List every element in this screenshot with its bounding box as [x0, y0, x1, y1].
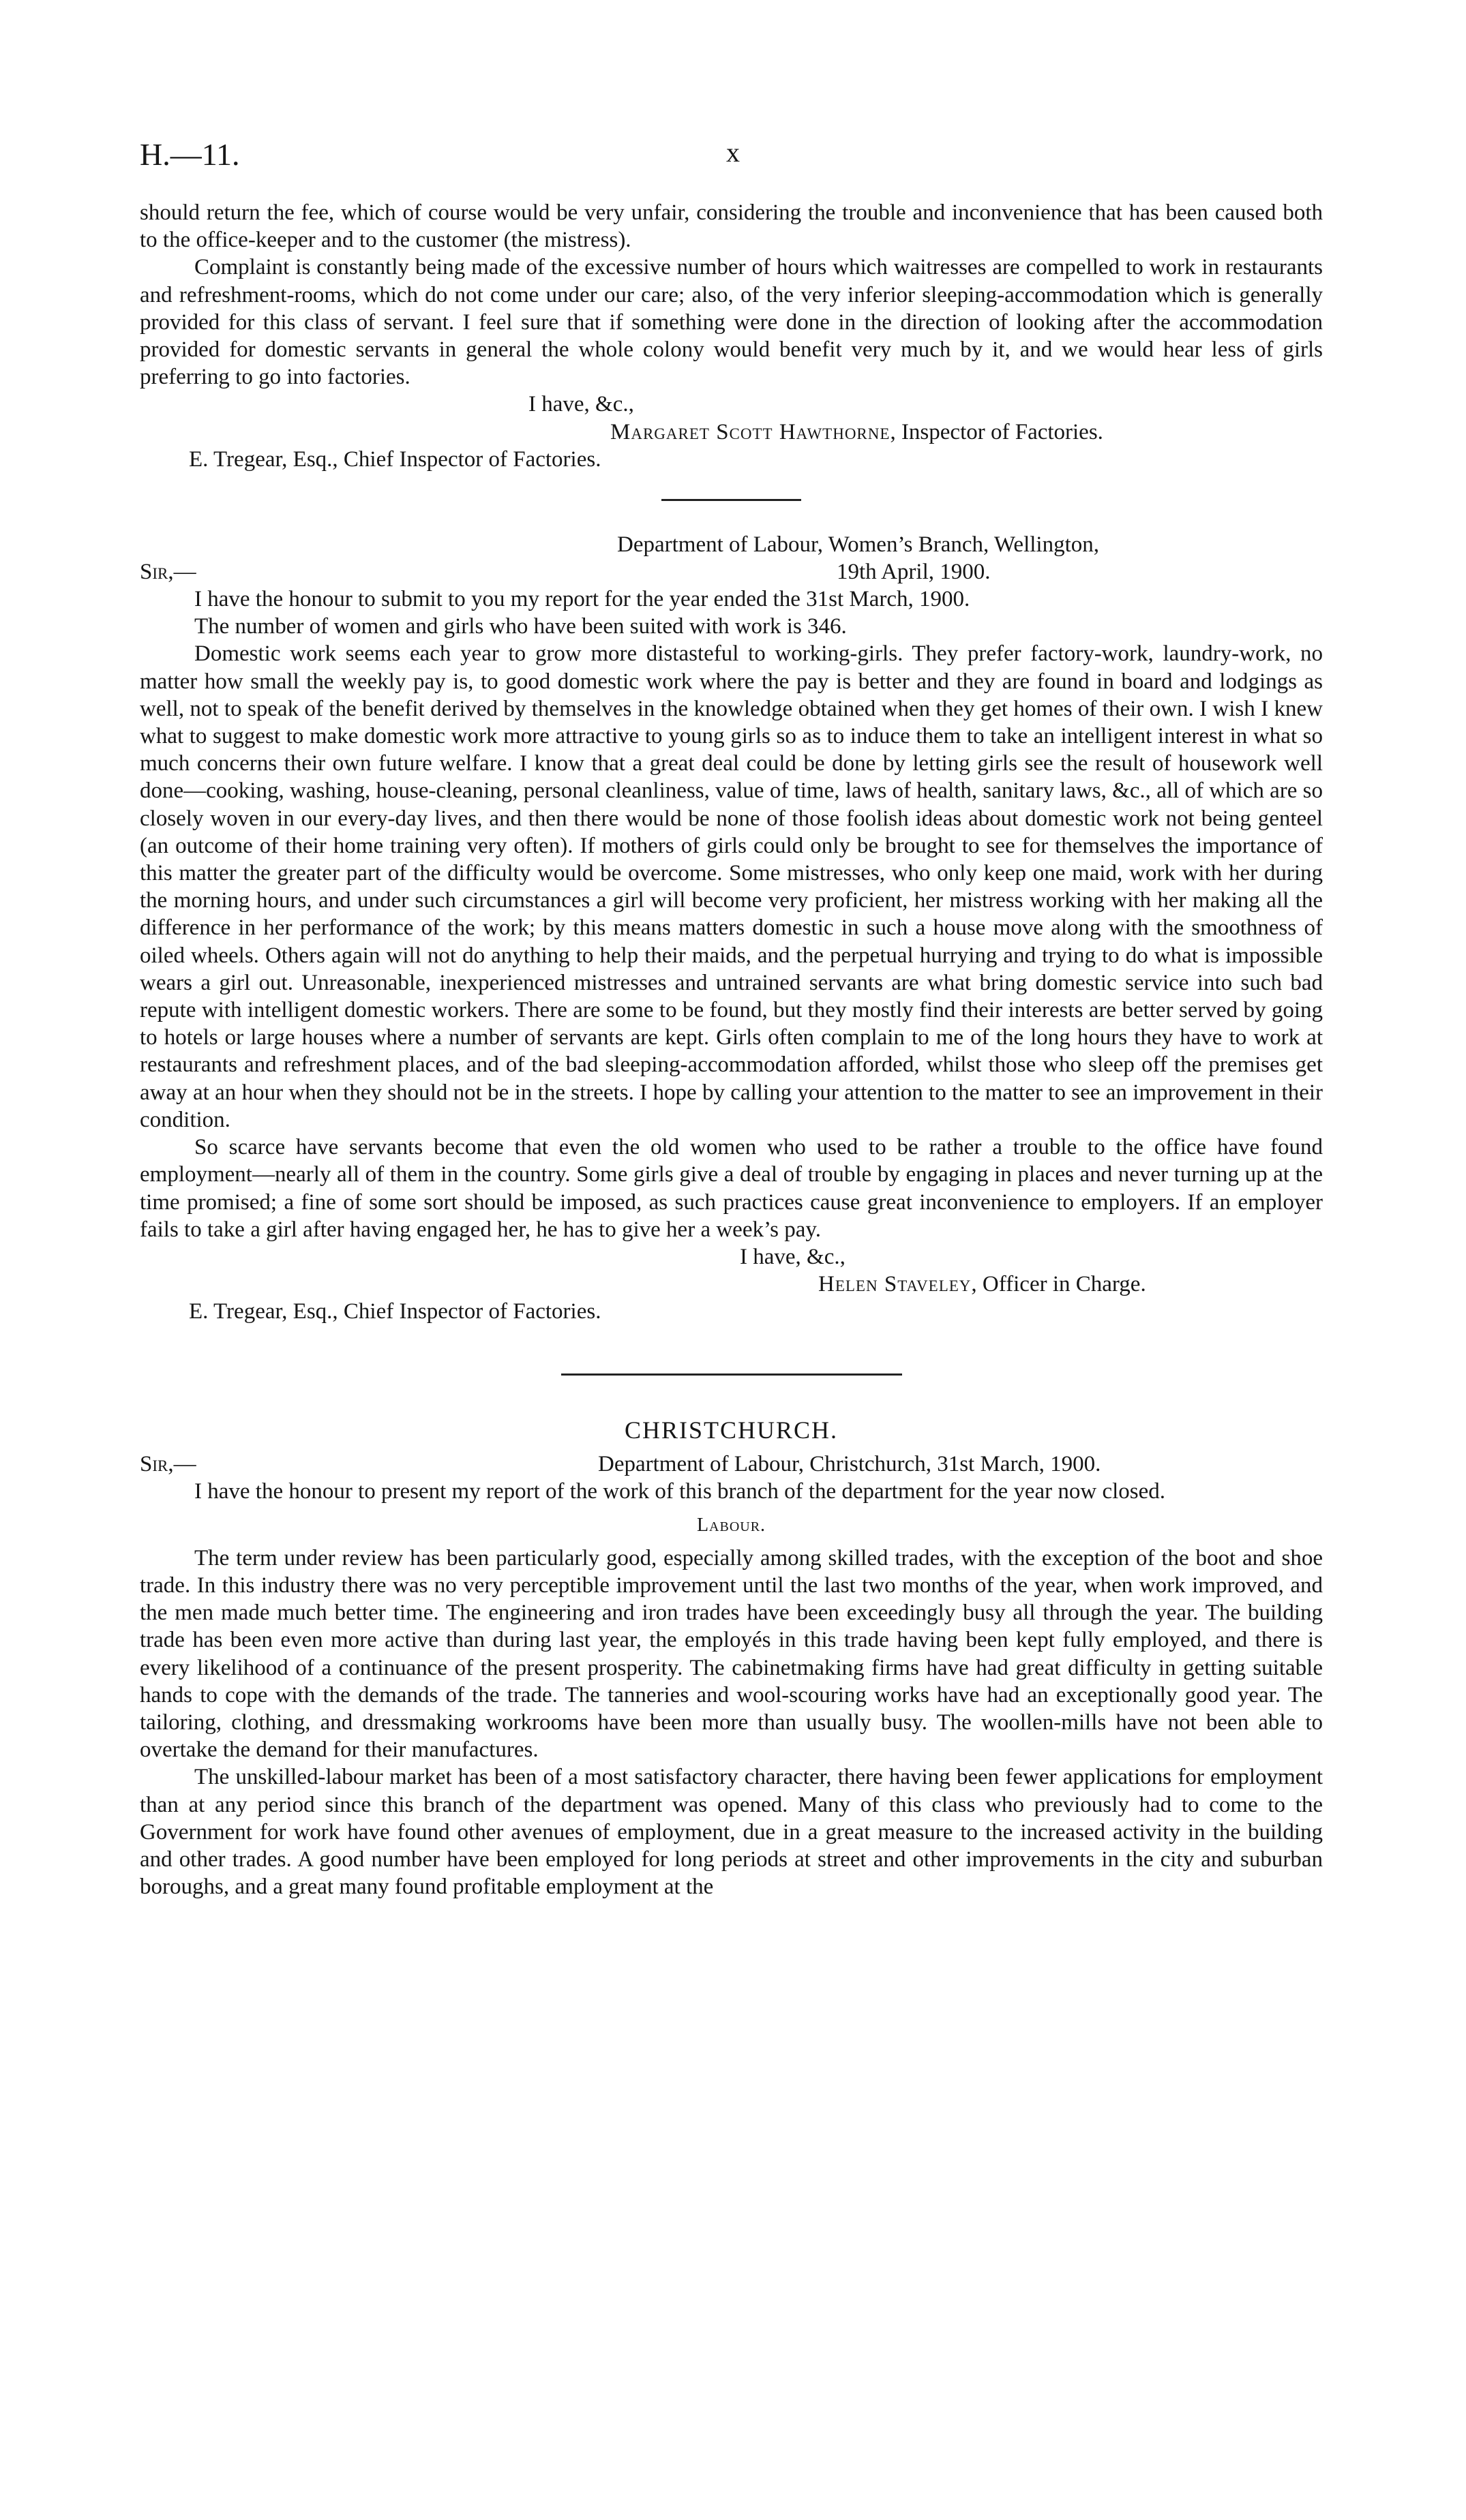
letter1-para2: Complaint is constantly being made of the excessive number of hours which waitresses are compelled to work in restaurants and refreshment-rooms, which do not come under our care; also, of the very inferior sleeping-accommodation which is generally provided for this class of servant. I feel sure that if something were done in the direction of looking after the accommodation provided for domestic servants in general the whole colony would benefit very much by it, and we would hear less of girls preferring to go into factories.	[140, 255, 1323, 390]
letter2-para2: The number of women and girls who have been suited with work is 346.	[194, 614, 847, 639]
section-divider	[661, 499, 801, 501]
christchurch-title: CHRISTCHURCH.	[624, 1416, 839, 1444]
christchurch-para3: The unskilled-labour market has been of a most satisfactory character, there having been fewer applications for employment than at any period since this branch of the department was opened. Many of this class who previously had to come to the Government for work have found other avenues of employment, due in a great measure to the increased activity in the building and other trades. A good number have been employed for long periods at street and other improvements in the city and suburban boroughs, and a great many found profitable employment at the	[140, 1765, 1323, 1900]
page-number: x	[726, 137, 740, 168]
letter2-salutation: Sir,—	[140, 560, 196, 585]
christchurch-para2: The term under review has been particularly good, especially among skilled trades, with the exception of the boot and shoe trade. In this industry there was no very perceptible improvement until the last two months of the year, when work improved, and the men made much better time. The engineering and iron trades have been exceedingly busy all through the year. The building trade has been even more active than during last year, the employés in this trade having been kept fully employed, and there is every likelihood of a continuance of the present prosperity. The cabinetmaking firms have had great difficulty in getting suitable hands to cope with the demands of the trade. The tanneries and wool-scouring works have had an exceptionally good year. The tailoring, clothing, and dressmaking workrooms have been more than usually busy. The woollen-mills have not been able to overtake the demand for their manufactures.	[140, 1545, 1323, 1763]
christchurch-address: Department of Labour, Christchurch, 31st March, 1900.	[598, 1451, 1101, 1476]
letter1-signature-name: Margaret Scott Hawthorne	[610, 419, 891, 444]
section-divider-christchurch	[561, 1373, 902, 1376]
letter2-closing: I have, &c.,	[740, 1244, 846, 1269]
letter1-signature-title: , Inspector of Factories.	[890, 419, 1103, 444]
letter1-closing: I have, &c.,	[528, 392, 634, 417]
christchurch-subheading: Labour.	[696, 1514, 766, 1536]
letter2-address-line1: Department of Labour, Women’s Branch, Wellington,	[617, 532, 1099, 558]
letter1-para1: should return the fee, which of course would be very unfair, considering the trouble and inconvenience that has been caused both to the office-keeper and to the customer (the mistress).	[140, 200, 1323, 253]
letter1-signature	[140, 419, 1323, 446]
letter2-signature-name: Helen Staveley	[818, 1272, 972, 1297]
letter2-para1: I have the honour to submit to you my report for the year ended the 31st March, 1900.	[194, 587, 970, 612]
letter2-signature-title: , Officer in Charge.	[971, 1272, 1146, 1297]
letter2-address-line2: 19th April, 1900.	[837, 560, 991, 585]
page-header	[140, 136, 1326, 177]
christchurch-salutation: Sir,—	[140, 1451, 196, 1476]
letter2-signature	[140, 1271, 1323, 1298]
letter1-addressee: E. Tregear, Esq., Chief Inspector of Factories.	[189, 446, 601, 472]
christchurch-heading	[140, 1451, 1323, 1478]
letter2-para4: So scarce have servants become that even the old women who used to be rather a trouble to the office have found employment—nearly all of them in the country. Some girls give a deal of trouble by engaging in places and never turning up at the time promised; a fine of some sort should be imposed, as such practices cause great inconvenience to employers. If an employer fails to take a girl after having engaged her, he has to give her a week’s pay.	[140, 1135, 1323, 1242]
letter2-addressee: E. Tregear, Esq., Chief Inspector of Factories.	[189, 1299, 601, 1324]
christchurch-para1: I have the honour to present my report of the work of this branch of the department for the year now closed.	[194, 1478, 1166, 1504]
page-reference: H.—11.	[140, 137, 240, 172]
letter2-heading	[140, 531, 1323, 586]
text-column	[140, 199, 1323, 1900]
letter2-para3: Domestic work seems each year to grow more distasteful to working-girls. They prefer factory-work, laundry-work, no matter how small the weekly pay is, to good domestic work where the pay is better and they are found in board and lodgings as well, not to speak of the benefit derived by themselves in the knowledge obtained when they get homes of their own. I wish I knew what to suggest to make domestic work more attractive to young girls so as to induce them to take an intelligent interest in what so much concerns their own future welfare. I know that a great deal could be done by letting girls see the result of housework well done—cooking, washing, house-cleaning, personal cleanliness, value of time, laws of health, sanitary laws, &c., all of which are so closely woven in our every-day lives, and then there would be none of those foolish ideas about domestic work not being genteel (an outcome of their home training very often). If mothers of girls could only be brought to see for themselves the importance of this matter the greater part of the difficulty would be overcome. Some mistresses, who only keep one maid, work with her during the morning hours, and under such circumstances a girl will become very proficient, her mistress working with her making all the difference in her performance of the work; by this means matters domestic in such a house move along with the smoothness of oiled wheels. Others again will not do anything to help their maids, and the perpetual hurrying and trying to do what is impossible wears a girl out. Unreasonable, inexperienced mistresses and untrained servants are what bring domestic service into such bad repute with intelligent domestic workers. There are some to be found, but they mostly find their interests are better served by going to hotels or large houses where a number of servants are kept. Girls often complain to me of the long hours they have to work at restaurants and refreshment places, and of the bad sleeping-accommodation afforded, whilst those who sleep off the premises get away at an hour when they should not be in the streets. I hope by calling your attention to the matter to see an improvement in their condition.	[140, 641, 1323, 1132]
